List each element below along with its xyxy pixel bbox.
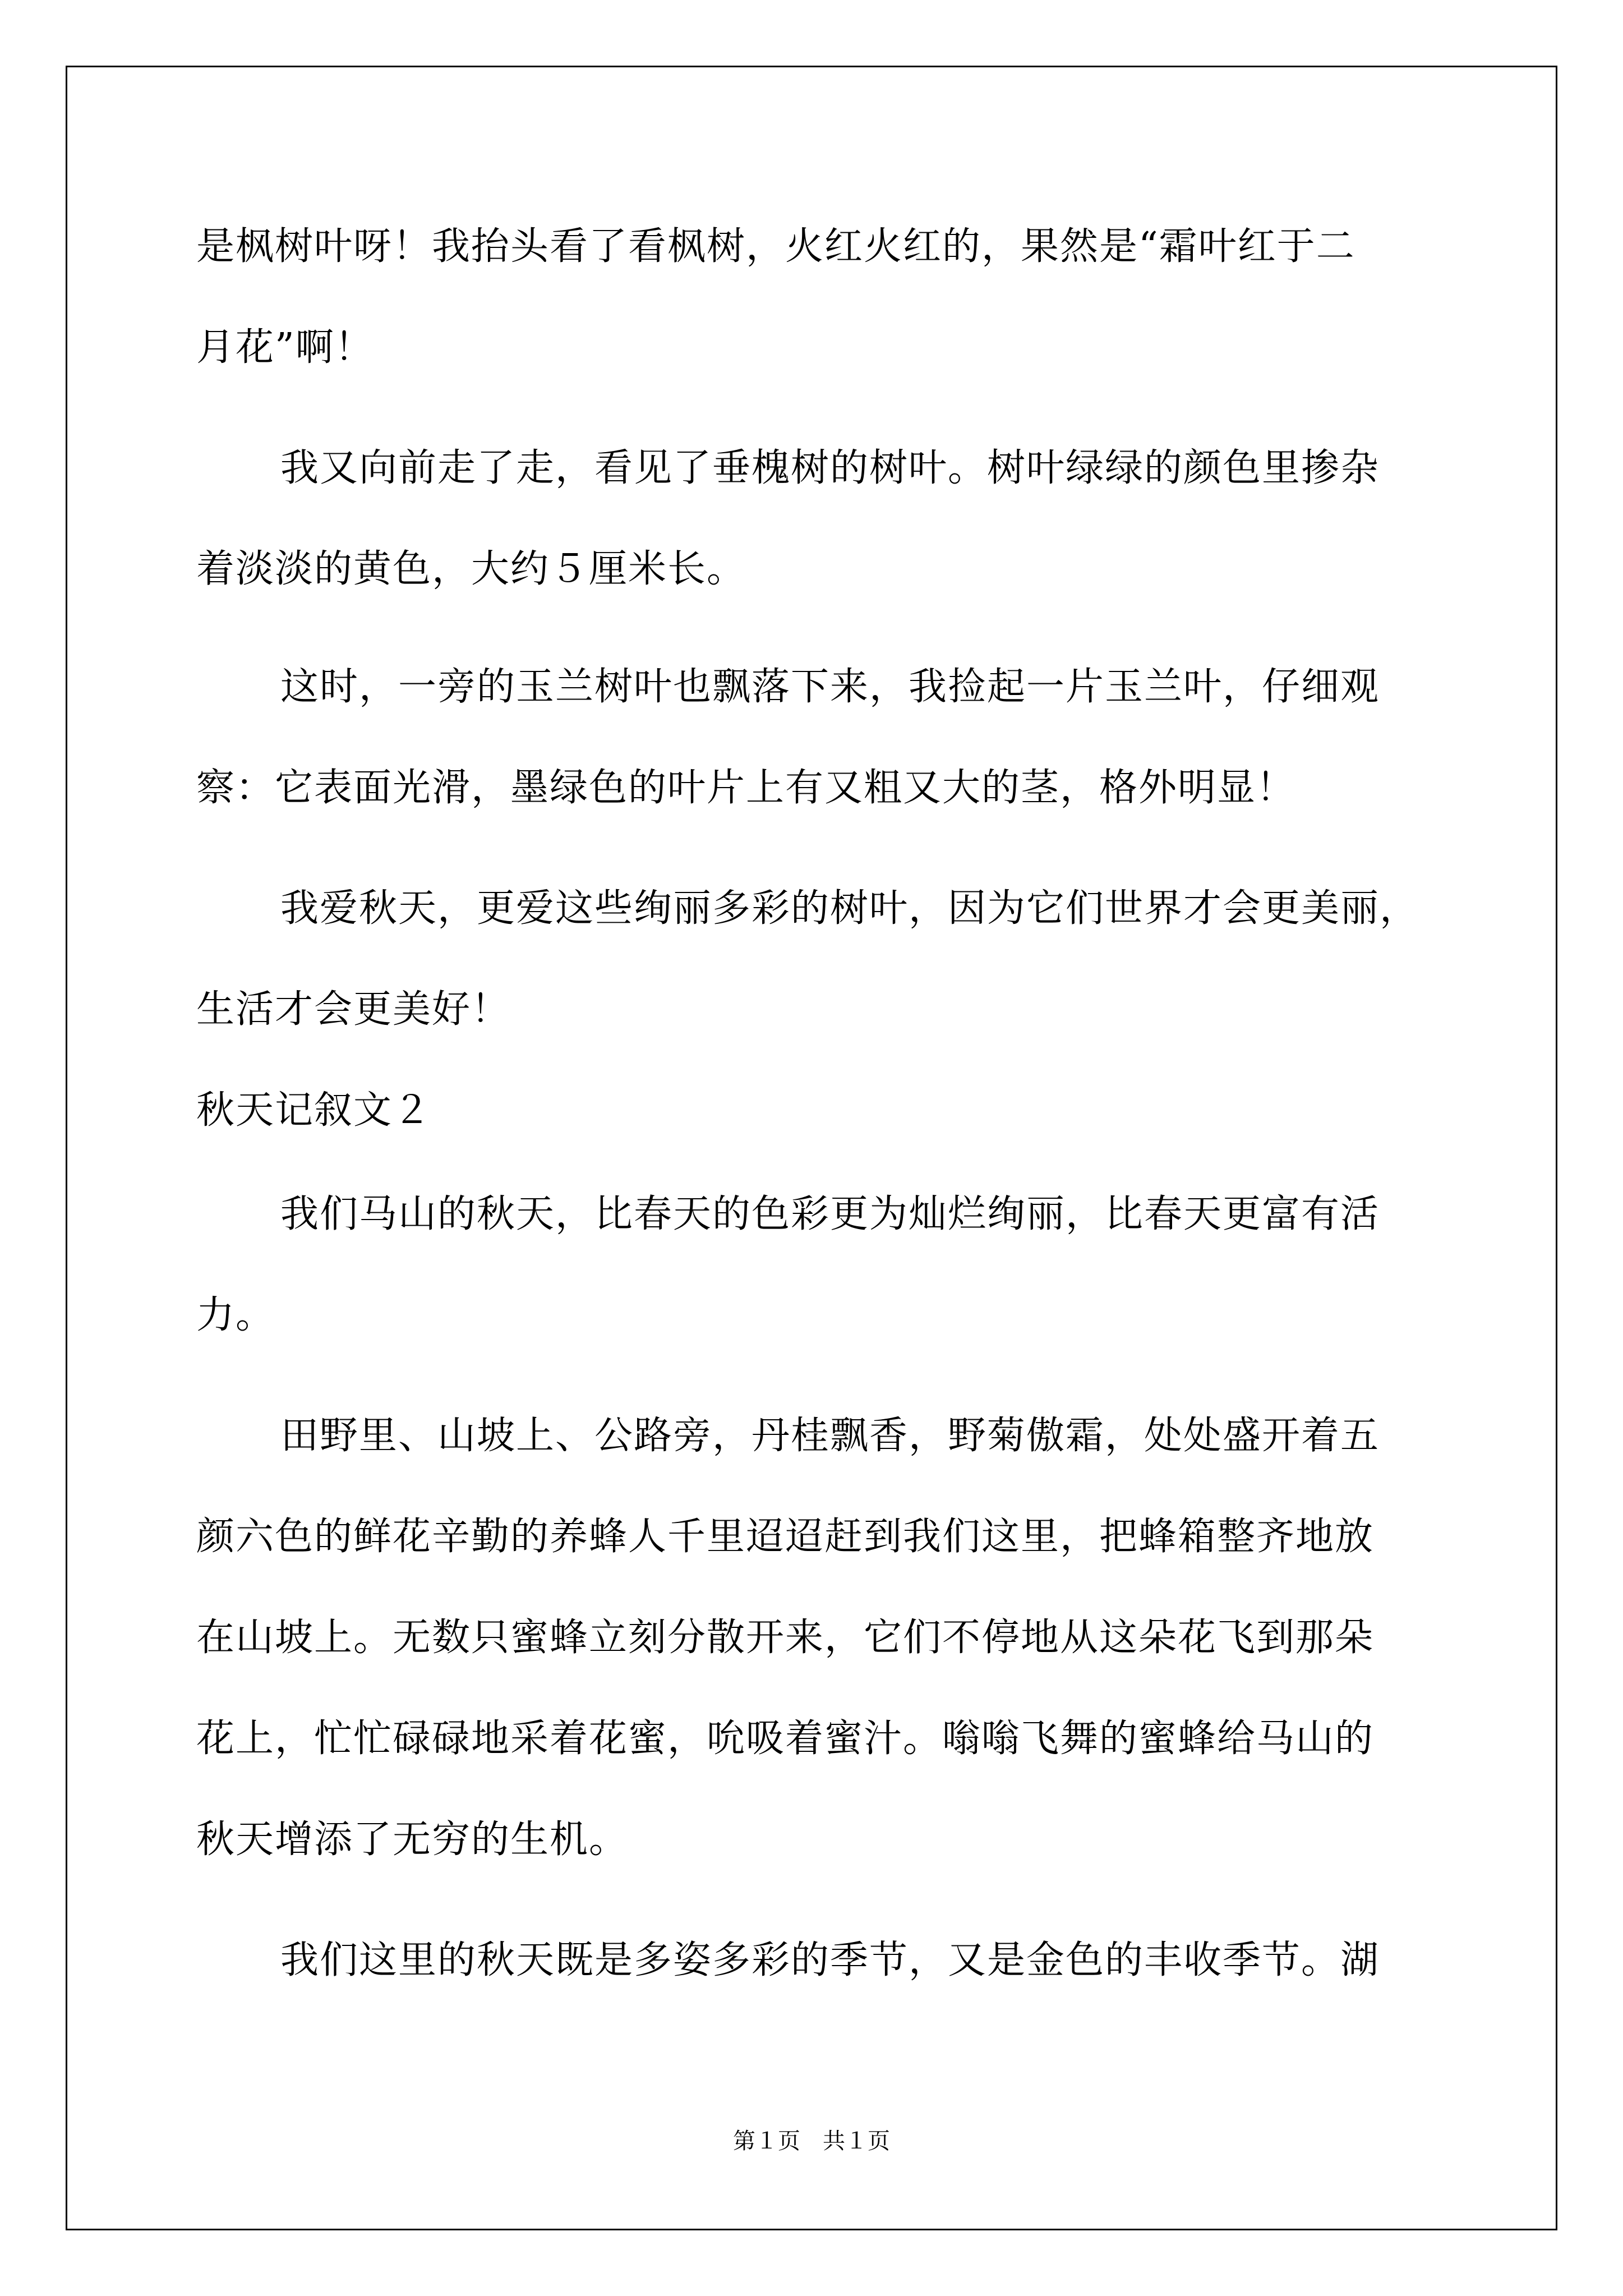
- text-line: 我们这里的秋天既是多姿多彩的季节，又是金色的丰收季节。湖: [280, 1938, 1380, 1982]
- page-border: [66, 66, 1557, 2230]
- text-line: 我爱秋天，更爱这些绚丽多彩的树叶，因为它们世界才会更美丽，: [280, 886, 1419, 931]
- text-line: 生活才会更美好！: [196, 987, 511, 1032]
- text-line: 田野里、山坡上、公路旁，丹桂飘香，野菊傲霜，处处盛开着五: [280, 1414, 1380, 1458]
- text-line: 是枫树叶呀！我抬头看了看枫树，火红火红的，果然是“霜叶红于二: [196, 224, 1355, 269]
- text-line: 颜六色的鲜花辛勤的养蜂人千里迢迢赶到我们这里，把蜂箱整齐地放: [196, 1515, 1375, 1559]
- text-line: 力。: [196, 1293, 275, 1337]
- page-footer: 第１页 共１页: [733, 2128, 890, 2154]
- text-line: 我又向前走了走，看见了垂槐树的树叶。树叶绿绿的颜色里掺杂: [280, 446, 1380, 490]
- text-line: 我们马山的秋天，比春天的色彩更为灿烂绚丽，比春天更富有活: [280, 1192, 1380, 1236]
- text-line: 花上，忙忙碌碌地采着花蜜，吮吸着蜜汁。嗡嗡飞舞的蜜蜂给马山的: [196, 1717, 1375, 1761]
- text-line: 着淡淡的黄色，大约５厘米长。: [196, 547, 746, 591]
- section-heading: 秋天记叙文２: [196, 1088, 432, 1133]
- text-line: 在山坡上。无数只蜜蜂立刻分散开来，它们不停地从这朵花飞到那朵: [196, 1616, 1375, 1660]
- text-line: 秋天增添了无穷的生机。: [196, 1818, 629, 1862]
- text-line: 察：它表面光滑，墨绿色的叶片上有又粗又大的茎，格外明显！: [196, 766, 1296, 810]
- text-line: 月花”啊！: [196, 325, 374, 370]
- text-line: 这时，一旁的玉兰树叶也飘落下来，我捡起一片玉兰叶，仔细观: [280, 665, 1380, 709]
